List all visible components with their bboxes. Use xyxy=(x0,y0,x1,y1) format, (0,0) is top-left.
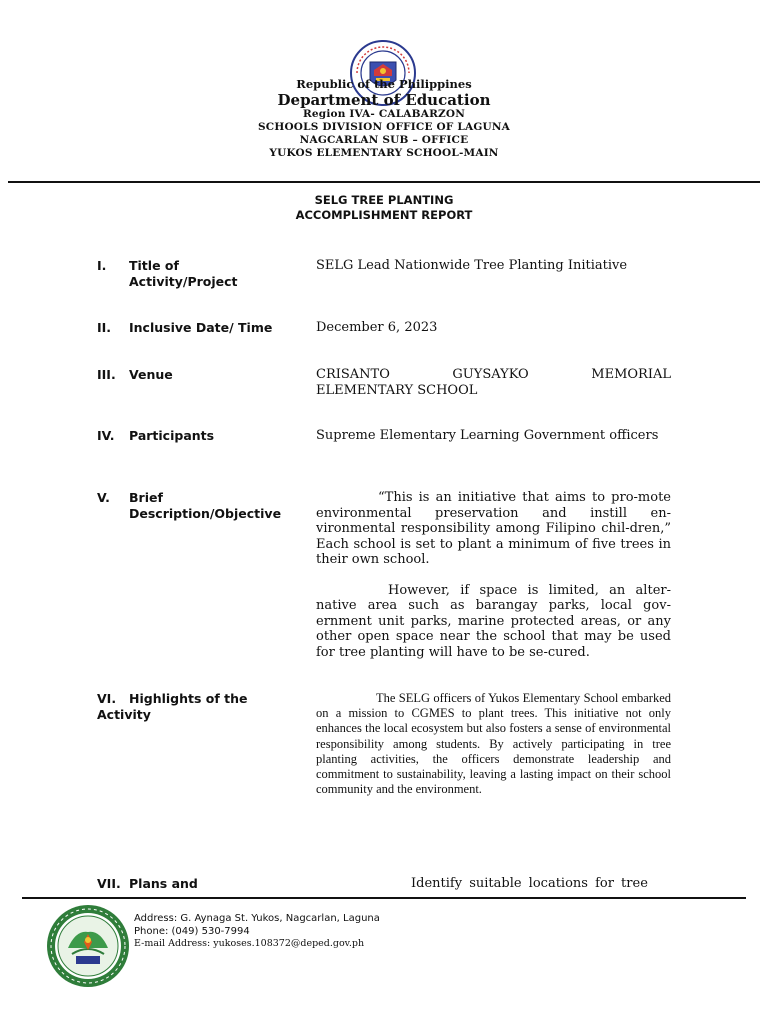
section-value: Identify suitable locations for tree xyxy=(411,876,648,891)
section-label: Title of Activity/Project xyxy=(129,258,238,289)
section-label: Inclusive Date/ Time xyxy=(129,320,273,335)
footer-divider xyxy=(22,897,746,899)
section-number: I. xyxy=(97,258,107,273)
report-title-line2: ACCOMPLISHMENT REPORT xyxy=(295,208,473,222)
venue-line2: ELEMENTARY SCHOOL xyxy=(316,382,478,398)
venue-word: CRISANTO xyxy=(316,367,390,382)
highlights-paragraph: The SELG officers of Yukos Elementary School embarked on a mission to CGMES to plant trees. This initiative not only enhances the local ecosystem but also fosters a sense of environmental responsibility among students. By actively participating in tree planting activities, the officers demonstrate leadership and commitment to sustainability, leaving a lasting impact on their school community and the environment. xyxy=(316,691,671,797)
section-value xyxy=(316,490,671,660)
section-number: VII. xyxy=(97,876,121,891)
section-value: December 6, 2023 xyxy=(316,320,438,335)
header-department: Department of Education xyxy=(277,91,491,109)
section-label: Brief Description/Objective xyxy=(129,490,282,521)
description-paragraph: However, if space is limited, an alter-native area such as barangay parks, local gov-ernment unit parks, marine protected areas, or any other open space near the school that may be used for tree planting will have to be se-cured. xyxy=(316,582,671,660)
header-division: SCHOOLS DIVISION OFFICE OF LAGUNA xyxy=(258,121,510,133)
section-label xyxy=(97,691,297,722)
venue-line1 xyxy=(316,367,671,383)
section-number: IV. xyxy=(97,428,115,443)
venue-word: GUYSAYKO xyxy=(452,367,529,382)
section-value: Supreme Elementary Learning Government officers xyxy=(316,428,659,443)
header-republic: Republic of the Philippines xyxy=(296,77,472,91)
section-value xyxy=(316,367,671,398)
section-number: V. xyxy=(97,490,110,505)
section-number: III. xyxy=(97,367,116,382)
section-label: Participants xyxy=(129,428,215,443)
header-divider xyxy=(8,181,760,183)
section-label: Venue xyxy=(129,367,173,382)
section-number: II. xyxy=(97,320,112,335)
section-value xyxy=(316,691,671,797)
section-value: SELG Lead Nationwide Tree Planting Initiative xyxy=(316,258,628,273)
footer-email[interactable]: E-mail Address: yukoses.108372@deped.gov.ph xyxy=(134,938,365,949)
description-paragraph: “This is an initiative that aims to pro-mote environmental preservation and instill en-vironmental responsibility among Filipino chil-dren,” Each school is set to plant a minimum of five trees in their own school. xyxy=(316,490,671,567)
highlights-label-text: Highlights of the Activity xyxy=(97,691,248,722)
header-region: Region IVA- CALABARZON xyxy=(302,108,466,120)
footer-address: Address: G. Aynaga St. Yukos, Nagcarlan, Laguna xyxy=(134,913,380,924)
section-label: Plans and xyxy=(129,876,198,891)
header-school: YUKOS ELEMENTARY SCHOOL-MAIN xyxy=(269,147,499,159)
section-number: VI. xyxy=(97,691,117,706)
venue-word: MEMORIAL xyxy=(591,367,671,382)
school-seal-logo xyxy=(46,904,130,988)
header-sub-office: NAGCARLAN SUB – OFFICE xyxy=(299,134,469,146)
report-title-line1: SELG TREE PLANTING xyxy=(314,193,454,207)
footer-phone: Phone: (049) 530-7994 xyxy=(134,926,250,937)
